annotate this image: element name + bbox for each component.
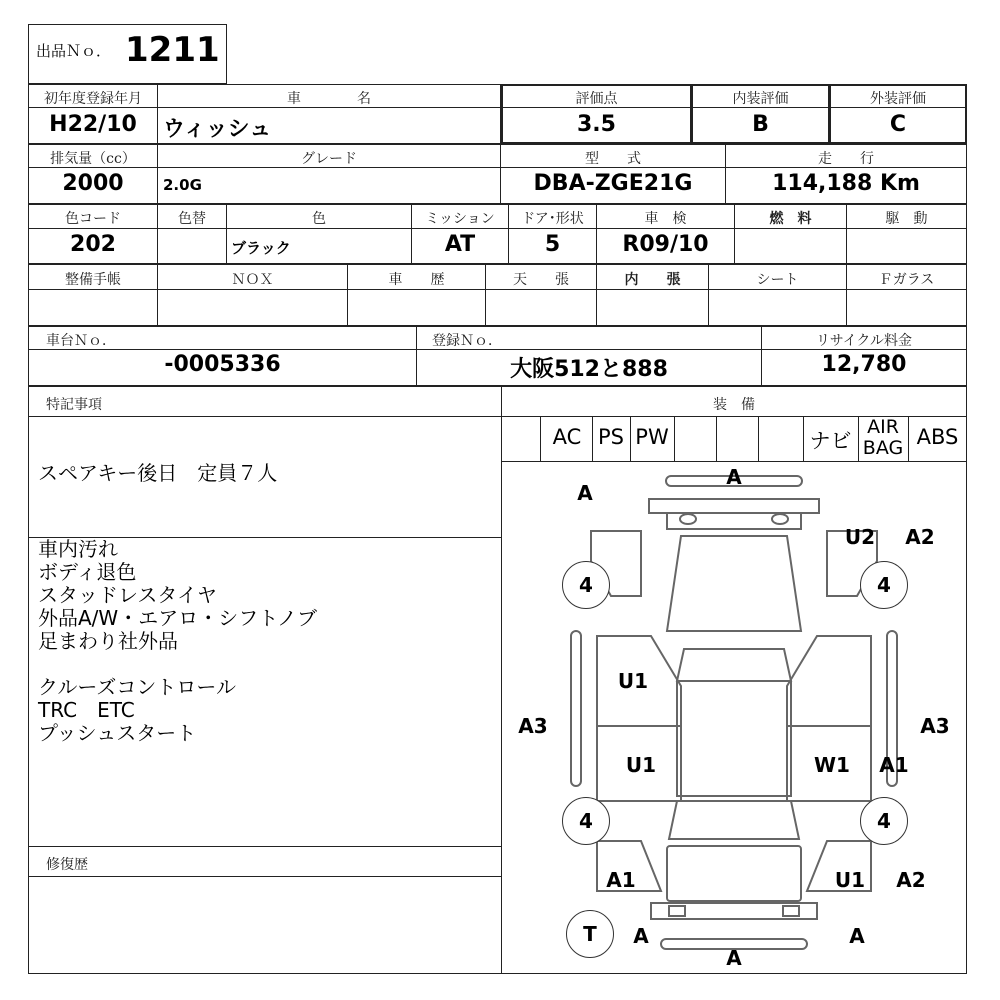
glass-header: Ｆガラス (878, 272, 935, 288)
tire-front-left: 4 (562, 561, 610, 609)
drive-header: 駆 動 (885, 211, 928, 227)
mark-quarter-right-a: A2 (896, 868, 926, 892)
model-value: DBA-ZGE21G (533, 171, 693, 196)
tire-front-right: 4 (860, 561, 908, 609)
interior-trim-header: 内 張 (624, 272, 681, 288)
lot-number: 1211 (125, 30, 220, 70)
nox-header: ＮＯＸ (231, 272, 274, 288)
special-notes-text: スペアキー後日 定員７人 (38, 461, 278, 485)
service-book-header: 整備手帳 (65, 272, 121, 288)
history-header: 車 歴 (388, 272, 445, 288)
detail-notes-text: 車内汚れ ボディ退色 スタッドレスタイヤ 外品A/W・エアロ・シフトノブ 足まわり社外品 クルーズコントロール TRC ETC プッシュスタート (38, 537, 317, 745)
exterior-value: C (889, 112, 907, 137)
equip-navi: ナビ (809, 429, 852, 453)
mission-value: AT (444, 232, 476, 257)
equip-ps: PS (598, 425, 624, 449)
plate-value: 大阪512と888 (510, 357, 668, 382)
spare-tire: T (566, 910, 614, 958)
color-code-header: 色コード (65, 211, 121, 227)
exterior-header: 外装評価 (870, 91, 926, 107)
fuel-header: 燃 料 (769, 211, 812, 227)
repair-history-header: 修復歴 (46, 857, 88, 873)
inspection-header: 車 検 (644, 211, 687, 227)
mark-pillar-left: U1 (617, 669, 649, 693)
grade-value: 2.0G (163, 176, 202, 194)
mark-side-left: A3 (518, 714, 548, 738)
interior-value: B (752, 112, 769, 137)
disp-header: 排気量（cc） (50, 151, 136, 167)
mark-side-right: A3 (920, 714, 950, 738)
chassis-header: 車台Ｎｏ． (46, 333, 116, 349)
repaint-header: 色替 (178, 211, 206, 227)
reg-year-value: H22/10 (49, 112, 137, 137)
mark-door-rear-right-a: A1 (879, 753, 909, 777)
equipment-header: 装 備 (713, 397, 755, 413)
chassis-value: -0005336 (164, 352, 281, 377)
equip-pw: PW (635, 425, 669, 449)
equip-abs: ABS (916, 425, 959, 449)
mark-quarter-left: A1 (606, 868, 636, 892)
door-header: ドア･形状 (521, 211, 584, 227)
mark-rear-right: A (849, 924, 865, 948)
mark-door-rear-left: U1 (625, 753, 657, 777)
mark-fender-fr-a: A2 (905, 525, 935, 549)
tire-rear-left: 4 (562, 797, 610, 845)
color-code-value: 202 (70, 232, 116, 257)
car-name-header: 車 名 (287, 91, 371, 107)
special-notes-header: 特記事項 (46, 397, 102, 413)
model-header: 型 式 (585, 151, 641, 167)
reg-year-header: 初年度登録年月 (44, 91, 142, 107)
mark-hood-left: A (577, 481, 593, 505)
mileage-value: 114,188 Km (772, 171, 920, 196)
mission-header: ミッション (425, 211, 495, 227)
lot-label: 出品Ｎｏ． (36, 42, 112, 60)
disp-value: 2000 (62, 171, 124, 196)
equip-airbag-1: AIR (867, 416, 899, 438)
score-value: 3.5 (577, 112, 616, 137)
seat-header: シート (756, 272, 799, 288)
mark-rear-left: A (633, 924, 649, 948)
recycle-header: リサイクル料金 (815, 333, 913, 349)
mileage-header: 走 行 (818, 151, 874, 167)
equip-airbag-2: BAG (862, 437, 904, 459)
interior-header: 内装評価 (732, 91, 789, 107)
tire-rear-right: 4 (860, 797, 908, 845)
car-name-value: ウィッシュ (163, 117, 272, 142)
mark-rear-bumper: A (726, 946, 742, 970)
mark-quarter-right-u: U1 (834, 868, 866, 892)
mark-fender-fr-u: U2 (844, 525, 876, 549)
inspection-value: R09/10 (622, 232, 709, 257)
door-value: 5 (544, 232, 561, 257)
equip-ac: AC (552, 425, 582, 449)
plate-header: 登録Ｎｏ． (432, 333, 502, 349)
recycle-value: 12,780 (821, 352, 907, 377)
color-value: ブラック (231, 239, 291, 257)
score-header: 評価点 (575, 91, 618, 107)
mark-front-bumper: A (726, 465, 742, 489)
color-header: 色 (312, 211, 326, 227)
mark-door-rear-right-w: W1 (814, 753, 850, 777)
grade-header: グレード (301, 151, 357, 167)
roof-header: 天 張 (513, 272, 569, 288)
